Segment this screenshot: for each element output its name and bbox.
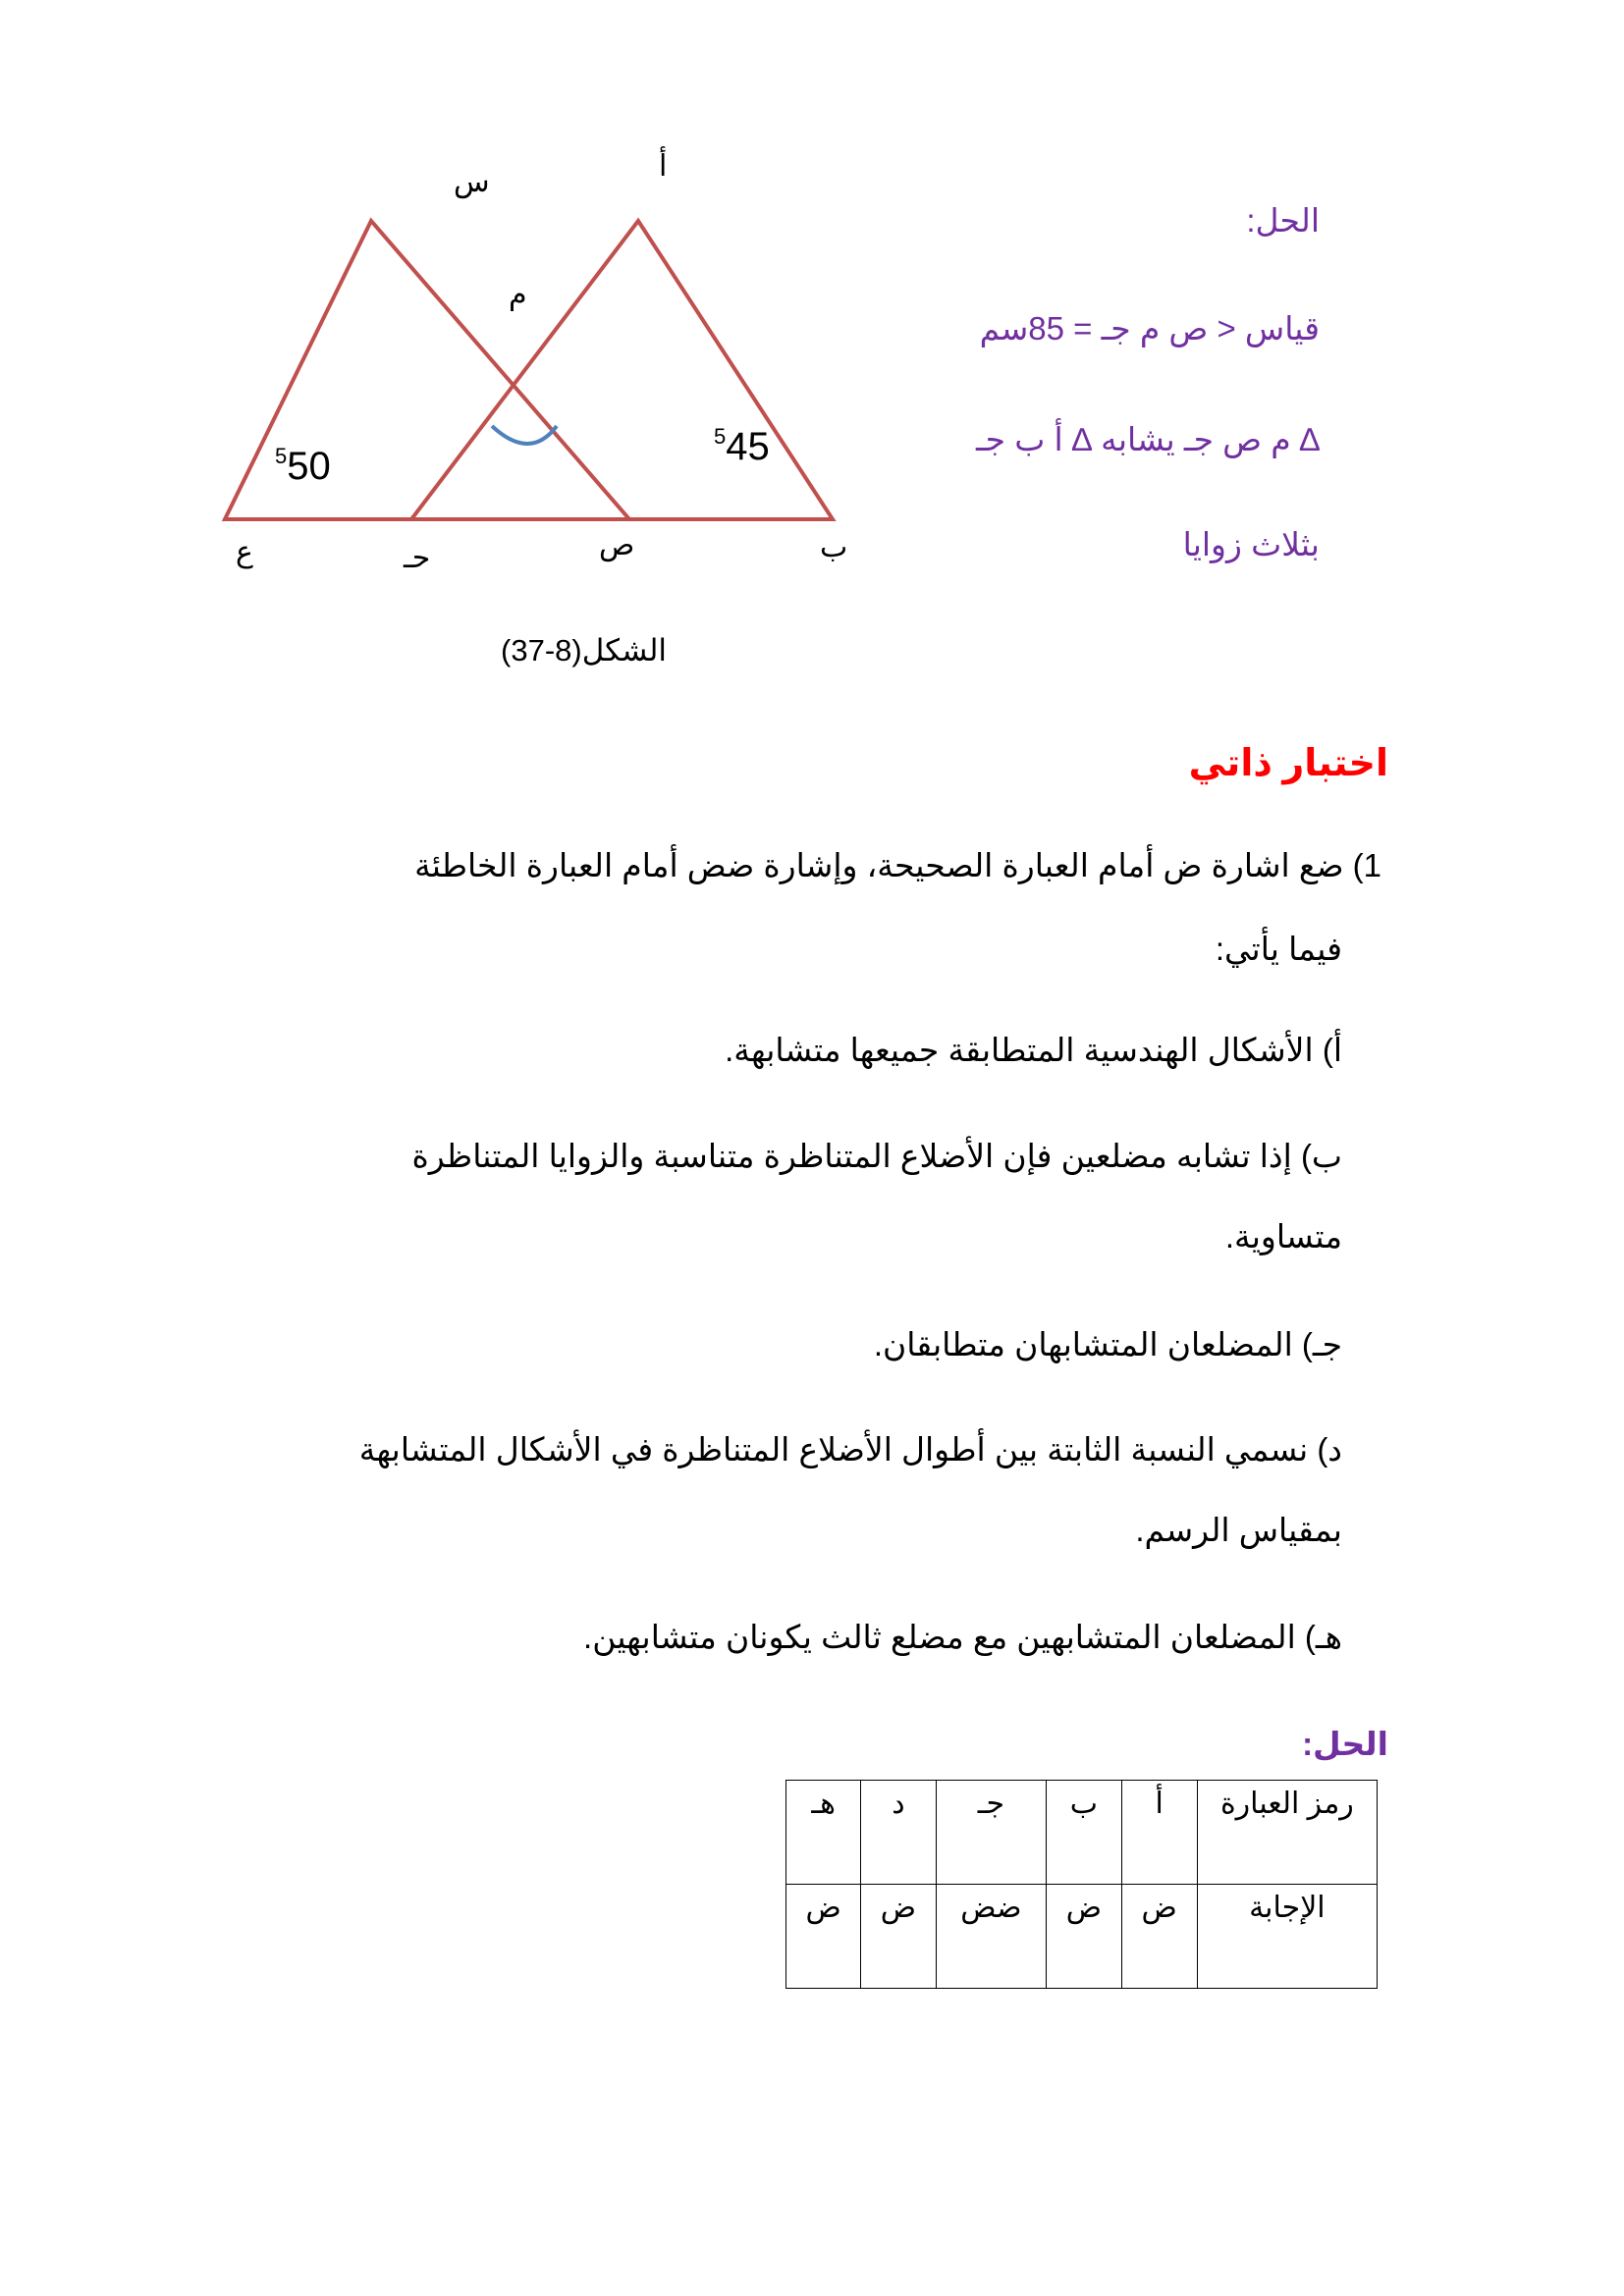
item-d-line-1: د) نسمي النسبة الثابتة بين أطوال الأضلاع المتناظرة في الأشكال المتشابهة [358, 1431, 1342, 1468]
angle-right: $^5$45 [714, 424, 770, 468]
answer-heading: الحل: [1302, 1726, 1388, 1762]
angle-arc [492, 426, 557, 444]
table-cell: ض [861, 1885, 936, 1989]
figure-caption: الشكل(8-37) [501, 633, 668, 667]
table-row [786, 1781, 1378, 1885]
question-1-line-2: فيما يأتي: [1215, 931, 1342, 967]
table-cell: الإجابة [1197, 1885, 1377, 1989]
table-row [786, 1885, 1378, 1989]
item-b-line-1: ب) إذا تشابه مضلعين فإن الأضلاع المتناظرة متناسبة والزوايا المتناظرة [411, 1138, 1342, 1174]
solution-line-1: قياس < ص م جـ = 85سم [979, 310, 1320, 347]
table-cell: جـ [936, 1781, 1047, 1885]
table-cell: ب [1047, 1781, 1121, 1885]
item-b-line-2: متساوية. [1224, 1218, 1342, 1255]
solution-heading: الحل: [1246, 202, 1320, 239]
vertex-label-m: م [509, 279, 527, 311]
table-cell: د [861, 1781, 936, 1885]
table-cell: ض [1121, 1885, 1197, 1989]
right-triangle [411, 221, 833, 519]
self-test-title: اختبار ذاتي [1188, 743, 1388, 784]
vertex-label-jim: حـ [404, 542, 431, 574]
table-cell: ضض [936, 1885, 1047, 1989]
triangles-figure [0, 0, 1624, 707]
table-cell: أ [1121, 1781, 1197, 1885]
table-cell: ض [786, 1885, 861, 1989]
vertex-label-a: أ [659, 150, 668, 183]
vertex-label-ba: ب [820, 531, 848, 563]
angle-left: $^5$50 [275, 444, 331, 488]
question-1-line-1: 1) ضع اشارة ض أمام العبارة الصحيحة، وإشارة ضض أمام العبارة الخاطئة [414, 847, 1381, 883]
vertex-label-s: س [454, 166, 490, 198]
vertex-label-ain: ع [236, 536, 253, 568]
solution-line-3: بثلاث زوايا [1182, 526, 1320, 562]
table-cell: ض [1047, 1885, 1121, 1989]
item-e: هـ) المضلعان المتشابهين مع مضلع ثالث يكونان متشابهين. [583, 1619, 1342, 1655]
item-a: أ) الأشكال الهندسية المتطابقة جميعها متشابهة. [725, 1032, 1342, 1068]
solution-line-2: ∆ م ص جـ يشابه ∆ أ ب جـ [976, 421, 1320, 457]
vertex-label-sad: ص [599, 529, 635, 561]
table-cell: هـ [786, 1781, 861, 1885]
table-cell: رمز العبارة [1197, 1781, 1377, 1885]
item-d-line-2: بمقياس الرسم. [1135, 1512, 1342, 1548]
item-c: جـ) المضلعان المتشابهان متطابقان. [873, 1326, 1342, 1362]
answer-table [785, 1780, 1378, 1989]
